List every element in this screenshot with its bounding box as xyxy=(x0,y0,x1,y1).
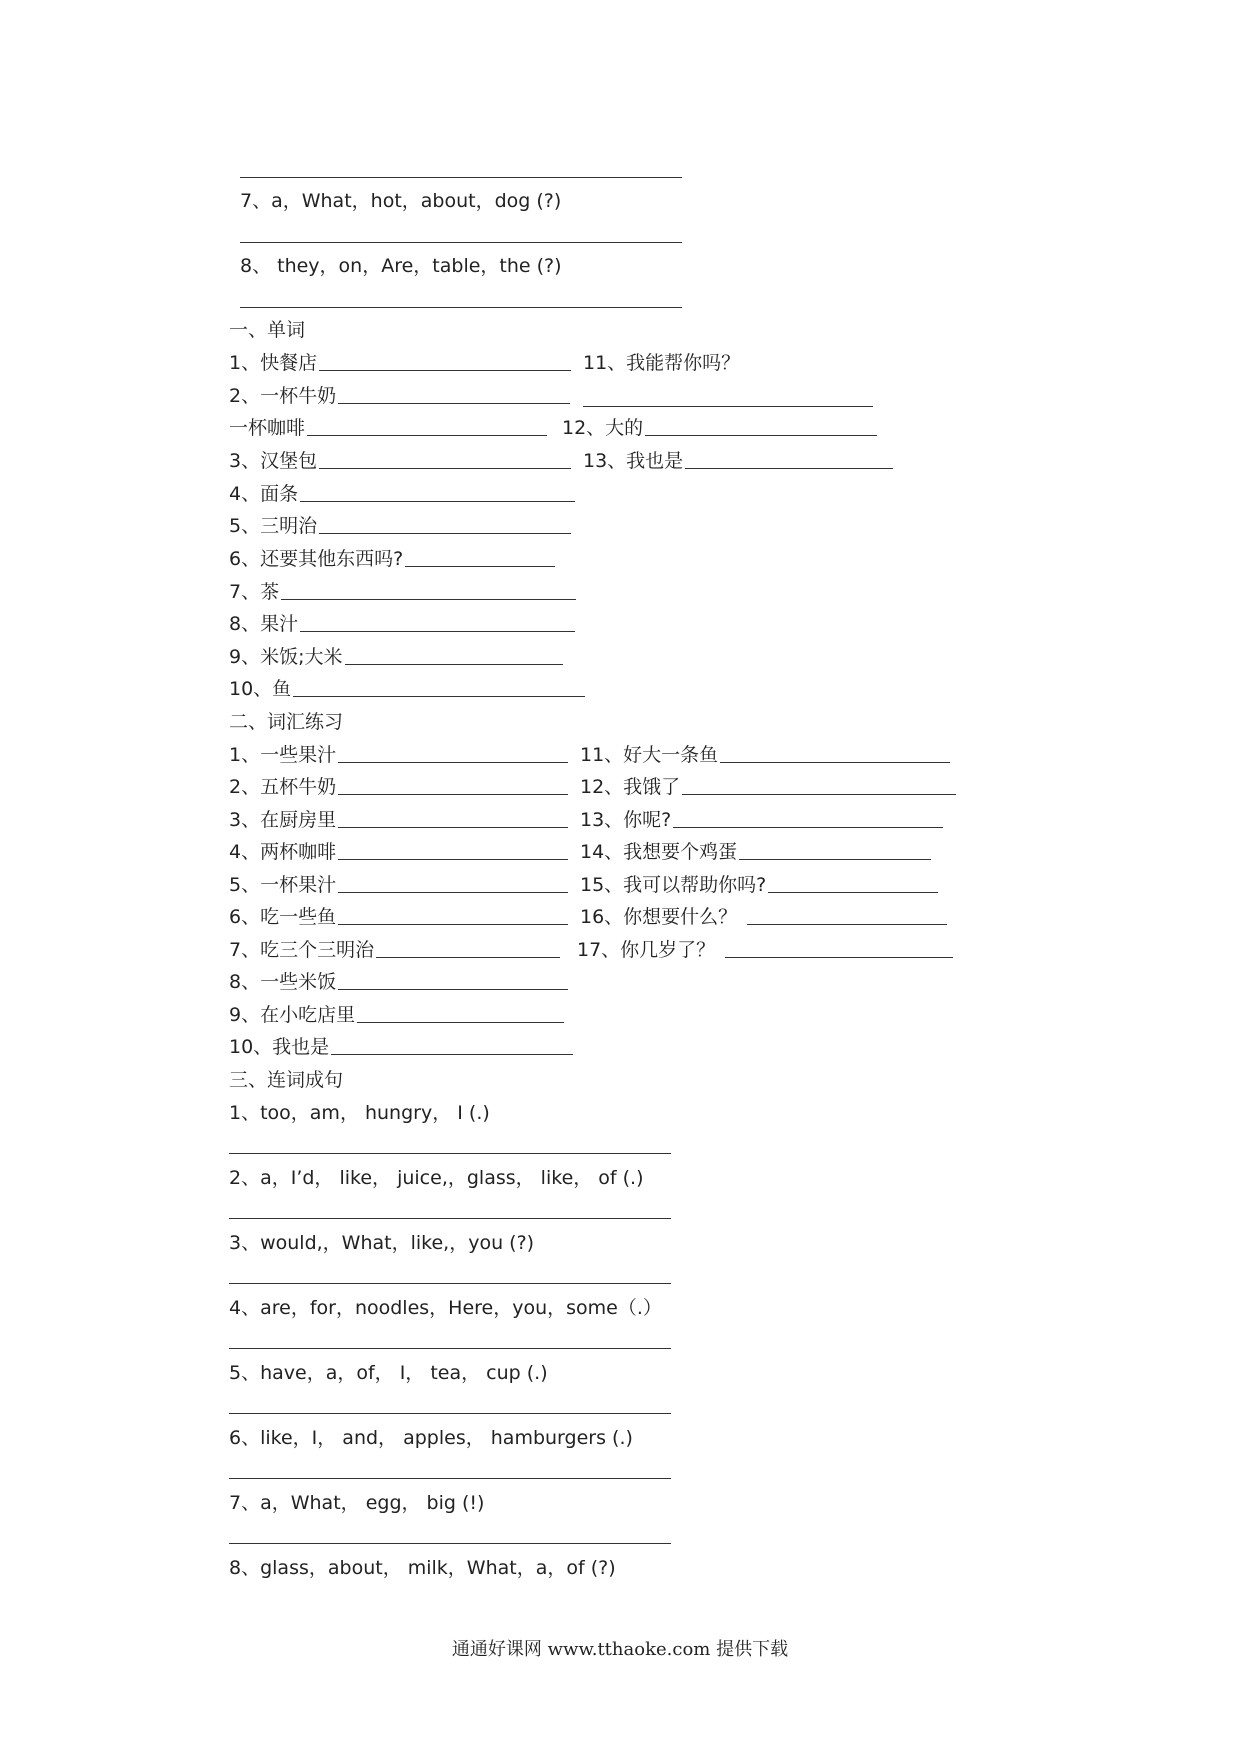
vocab-label: 13、你呢? xyxy=(580,809,672,831)
answer-line[interactable] xyxy=(300,630,575,632)
answer-line[interactable] xyxy=(768,891,938,893)
vocab-item xyxy=(580,775,956,799)
vocab-label: 5、一杯果汁 xyxy=(229,874,337,896)
vocab-item xyxy=(229,547,555,571)
answer-line[interactable] xyxy=(338,826,568,828)
answer-line[interactable] xyxy=(300,500,575,502)
vocab-item xyxy=(229,905,568,929)
vocab-label: 1、一些果汁 xyxy=(229,744,337,766)
vocab-label: 13、我也是 xyxy=(583,450,684,472)
section-title: 二、词汇练习 xyxy=(229,711,344,733)
answer-line[interactable] xyxy=(583,406,873,407)
answer-line[interactable] xyxy=(357,1021,564,1023)
question-item: 7、a，What，hot，about，dog (?) xyxy=(240,190,562,212)
vocab-item xyxy=(229,612,575,636)
answer-line[interactable] xyxy=(229,1283,671,1284)
vocab-item xyxy=(229,970,568,994)
vocab-label: 9、在小吃店里 xyxy=(229,1004,356,1026)
vocab-item xyxy=(229,384,570,408)
section-title: 三、连词成句 xyxy=(229,1069,344,1091)
sentence-item: 4、are，for，noodles，Here，you，some（.） xyxy=(229,1297,662,1319)
answer-line[interactable] xyxy=(331,1053,573,1055)
section-title: 一、单词 xyxy=(229,319,306,341)
vocab-label: 7、茶 xyxy=(229,581,280,603)
sentence-item: 5、have，a，of， I， tea， cup (.) xyxy=(229,1362,548,1384)
vocab-label: 5、三明治 xyxy=(229,515,318,537)
answer-line[interactable] xyxy=(338,891,568,893)
vocab-label: 11、好大一条鱼 xyxy=(580,744,719,766)
answer-line[interactable] xyxy=(240,177,682,178)
vocab-label: 10、我也是 xyxy=(229,1036,330,1058)
vocab-item xyxy=(229,514,571,538)
vocab-label: 6、吃一些鱼 xyxy=(229,906,337,928)
vocab-label: 9、米饭;大米 xyxy=(229,646,343,668)
vocab-label: 7、吃三个三明治 xyxy=(229,939,375,961)
vocab-item xyxy=(562,416,877,440)
vocab-item xyxy=(580,743,950,767)
answer-line[interactable] xyxy=(307,434,547,436)
answer-line[interactable] xyxy=(645,434,877,436)
answer-line[interactable] xyxy=(338,761,568,763)
vocab-item xyxy=(229,775,568,799)
answer-line[interactable] xyxy=(345,663,563,665)
answer-line[interactable] xyxy=(229,1153,671,1154)
sentence-item: 7、a，What， egg， big (!) xyxy=(229,1492,485,1514)
answer-line[interactable] xyxy=(319,467,571,469)
vocab-item xyxy=(229,351,571,375)
answer-line[interactable] xyxy=(281,598,576,600)
vocab-item xyxy=(580,873,938,897)
vocab-item xyxy=(229,645,563,669)
vocab-label: 2、一杯牛奶 xyxy=(229,385,337,407)
vocab-item xyxy=(229,873,568,897)
vocab-item xyxy=(577,938,953,962)
vocab-label: 3、汉堡包 xyxy=(229,450,318,472)
page-footer: 通通好课网 www.tthaoke.com 提供下载 xyxy=(451,1639,789,1660)
vocab-item xyxy=(229,580,576,604)
vocab-item xyxy=(229,743,568,767)
answer-line[interactable] xyxy=(229,1478,671,1479)
vocab-label: 1、快餐店 xyxy=(229,352,318,374)
answer-line[interactable] xyxy=(739,858,931,860)
vocab-label: 12、我饿了 xyxy=(580,776,681,798)
vocab-label: 6、还要其他东西吗? xyxy=(229,548,404,570)
vocab-label: 3、在厨房里 xyxy=(229,809,337,831)
vocab-label: 4、两杯咖啡 xyxy=(229,841,337,863)
answer-line[interactable] xyxy=(747,923,947,925)
vocab-label: 2、五杯牛奶 xyxy=(229,776,337,798)
answer-line[interactable] xyxy=(338,988,568,990)
vocab-label: 17、你几岁了？ xyxy=(577,939,716,961)
vocab-item xyxy=(229,1003,564,1027)
vocab-item xyxy=(580,808,943,832)
answer-line[interactable] xyxy=(338,793,568,795)
answer-line[interactable] xyxy=(338,858,568,860)
vocab-item xyxy=(583,449,893,473)
answer-line[interactable] xyxy=(240,242,682,243)
answer-line[interactable] xyxy=(673,826,943,828)
sentence-item: 2、a，I’d， like， juice,，glass， like， of (.) xyxy=(229,1167,644,1189)
vocab-item xyxy=(229,808,568,832)
vocab-item xyxy=(580,905,947,929)
answer-line[interactable] xyxy=(338,402,570,404)
vocab-label: 10、鱼 xyxy=(229,678,292,700)
answer-line[interactable] xyxy=(319,369,571,371)
answer-line[interactable] xyxy=(229,1543,671,1544)
answer-line[interactable] xyxy=(720,761,950,763)
vocab-item xyxy=(229,840,568,864)
vocab-item xyxy=(229,938,560,962)
question-item: 8、 they，on，Are，table，the (?) xyxy=(240,255,562,277)
vocab-label: 12、大的 xyxy=(562,417,644,439)
sentence-item: 3、would,，What，like,，you (?) xyxy=(229,1232,535,1254)
answer-line[interactable] xyxy=(229,1413,671,1414)
vocab-label: 11、我能帮你吗？ xyxy=(583,352,741,374)
answer-line[interactable] xyxy=(682,793,956,795)
vocab-label: 14、我想要个鸡蛋 xyxy=(580,841,738,863)
answer-line[interactable] xyxy=(405,565,555,567)
answer-line[interactable] xyxy=(685,467,893,469)
vocab-item xyxy=(229,416,547,440)
vocab-item xyxy=(580,840,931,864)
sentence-item: 1、too，am， hungry， I (.) xyxy=(229,1102,490,1124)
vocab-item xyxy=(229,1035,573,1059)
answer-line[interactable] xyxy=(240,307,682,308)
sentence-item: 8、glass，about， milk，What，a，of (?) xyxy=(229,1557,616,1579)
vocab-label: 一杯咖啡 xyxy=(229,417,306,439)
vocab-label: 8、一些米饭 xyxy=(229,971,337,993)
answer-line[interactable] xyxy=(229,1218,671,1219)
answer-line[interactable] xyxy=(338,923,568,925)
vocab-label: 16、你想要什么？ xyxy=(580,906,738,928)
answer-line[interactable] xyxy=(319,532,571,534)
answer-line[interactable] xyxy=(293,695,585,697)
vocab-label: 8、果汁 xyxy=(229,613,299,635)
answer-line[interactable] xyxy=(229,1348,671,1349)
vocab-item xyxy=(583,351,740,375)
vocab-item xyxy=(229,482,575,506)
vocab-label: 15、我可以帮助你吗? xyxy=(580,874,767,896)
answer-line[interactable] xyxy=(376,956,560,958)
sentence-item: 6、like，I， and， apples， hamburgers (.) xyxy=(229,1427,633,1449)
vocab-item xyxy=(229,677,585,701)
vocab-item xyxy=(229,449,571,473)
answer-line[interactable] xyxy=(725,956,953,958)
vocab-label: 4、面条 xyxy=(229,483,299,505)
